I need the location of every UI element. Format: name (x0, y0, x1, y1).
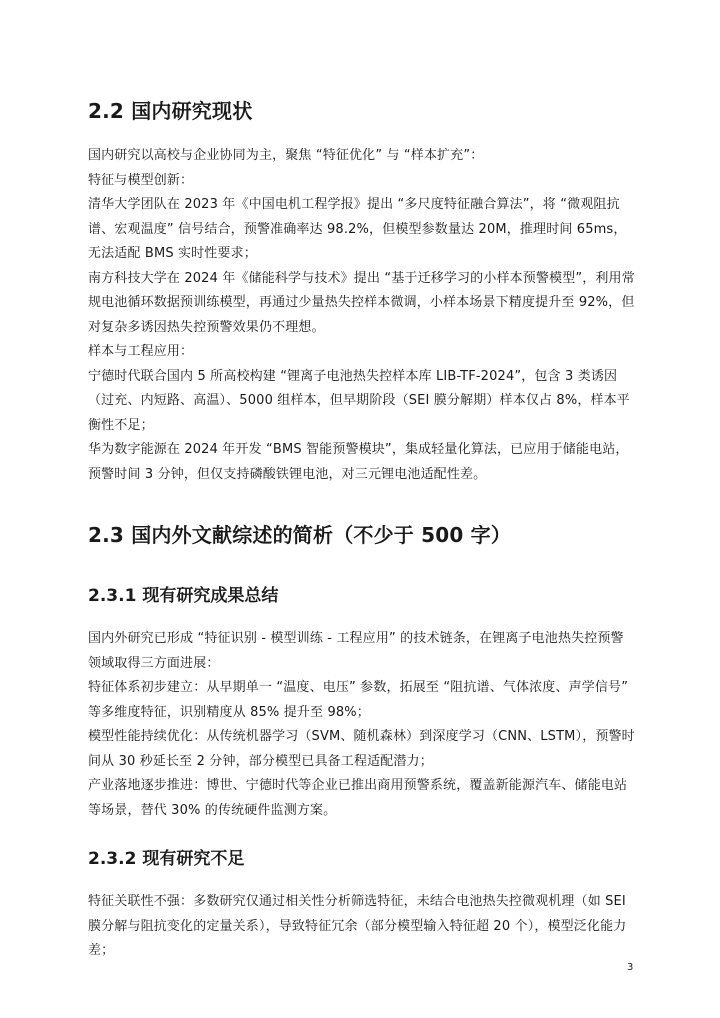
paragraph: 清华大学团队在 2023 年《中国电机工程学报》提出 “多尺度特征融合算法”，将 “微观阻抗谱、宏观温度” 信号结合，预警准确率达 98.2%，但模型参数量达 20M，推理时间 65ms，无法适配 BMS 实时性要求； (88, 197, 627, 261)
paragraph: 华为数字能源在 2024 年开发 “BMS 智能预警模块”，集成轻量化算法，已应用于储能电站，预警时间 3 分钟，但仅支持磷酸铁锂电池，对三元锂电池适配性差。 (88, 442, 629, 482)
paragraph: 宁德时代联合国内 5 所高校构建 “锂离子电池热失控样本库 LIB-TF-2024”，包含 3 类诱因（过充、内短路、高温）、5000 组样本，但早期阶段（SEI 膜分解期）样本仅占 8%，样本平衡性不足； (88, 368, 630, 433)
paragraph: 国内外研究已形成 “特征识别 - 模型训练 - 工程应用” 的技术链条，在锂离子电池热失控预警领域取得三方面进展： (88, 631, 624, 671)
section-2-3-2-body (88, 890, 635, 964)
paragraph: 特征与模型创新： (88, 172, 194, 188)
section-2-3-heading: 2.3 国内外文献综述的简析（不少于 500 字） (88, 523, 512, 547)
paragraph: 特征体系初步建立：从早期单一 “温度、电压” 参数，拓展至 “阻抗谱、气体浓度、声学信号” 等多维度特征，识别精度从 85% 提升至 98%； (88, 680, 629, 720)
paragraph: 特征关联性不强：多数研究仅通过相关性分析筛选特征，未结合电池热失控微观机理（如 SEI 膜分解与阻抗变化的定量关系），导致特征冗余（部分模型输入特征超 20 个），模型泛化能力差； (88, 894, 627, 958)
section-2-2-heading: 2.2 国内研究现状 (88, 99, 253, 123)
section-2-3-2-heading: 2.3.2 现有研究不足 (88, 849, 245, 869)
page-number: 3 (627, 962, 634, 973)
paragraph: 产业落地逐步推进：博世、宁德时代等企业已推出商用预警系统，覆盖新能源汽车、储能电站等场景，替代 30% 的传统硬件监测方案。 (88, 778, 628, 818)
section-2-3-1-body (88, 627, 635, 823)
section-2-2-body (88, 144, 635, 487)
paragraph: 样本与工程应用： (88, 344, 194, 359)
paragraph: 国内研究以高校与企业协同为主，聚焦 “特征优化” 与 “样本扩充”： (88, 148, 484, 163)
paragraph: 模型性能持续优化：从传统机器学习（SVM、随机森林）到深度学习（CNN、LSTM），预警时间从 30 秒延长至 2 分钟，部分模型已具备工程适配潜力； (88, 729, 635, 769)
paragraph: 南方科技大学在 2024 年《储能科学与技术》提出 “基于迁移学习的小样本预警模型”，利用常规电池循环数据预训练模型，再通过少量热失控样本微调，小样本场景下精度提升至 92%，但对复杂多诱因热失控预警效果仍不理想。 (88, 270, 635, 335)
section-2-3-1-heading: 2.3.1 现有研究成果总结 (88, 586, 279, 606)
